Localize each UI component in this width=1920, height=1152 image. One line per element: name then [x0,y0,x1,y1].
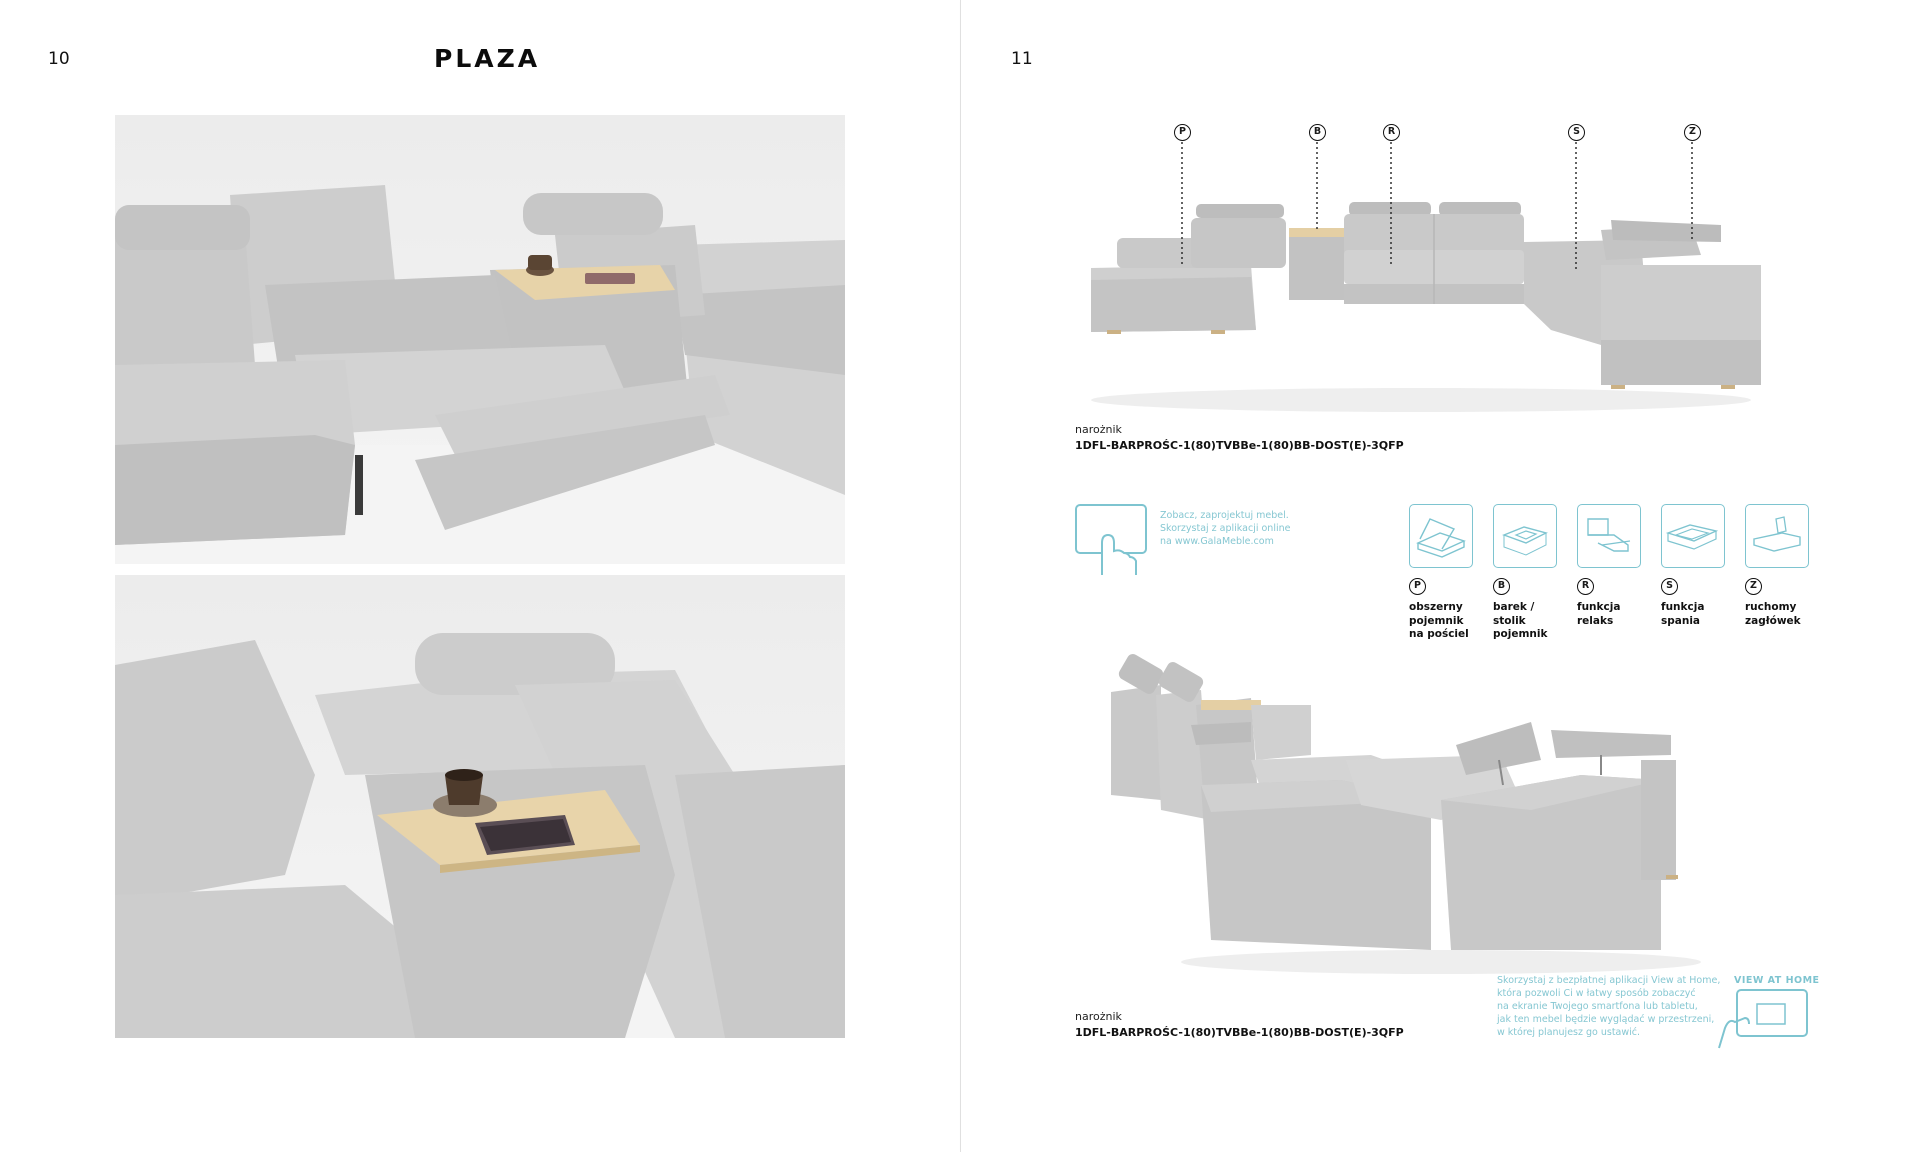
photo-sofa-relax-function [115,115,845,564]
view-at-home-line: jak ten mebel będzie wyglądać w przestrzeni, [1497,1014,1715,1025]
feature-label [1577,601,1643,628]
relax-function-icon [1577,504,1641,568]
feature-letter: P [1409,578,1426,595]
feature-storage [1409,504,1475,642]
feature-label-line: barek / [1493,601,1535,613]
feature-letter: R [1577,578,1594,595]
marker-r: R [1383,124,1400,141]
online-promo-line: Skorzystaj z aplikacji online [1160,523,1291,534]
online-promo-line: Zobacz, zaprojektuj mebel. [1160,510,1289,521]
feature-label-line: funkcja [1661,601,1705,613]
feature-label-line: obszerny [1409,601,1463,613]
feature-bar-table [1493,504,1559,642]
caption-bottom-code: 1DFL-BARPROŚC-1(80)TVBBe-1(80)BB-DOST(E)-3QFP [1075,1026,1404,1039]
tablet-touch-icon [1074,503,1150,584]
storage-container-icon [1409,504,1473,568]
photo-sofa-bar-table [115,575,845,1038]
caption-bottom-type: narożnik [1075,1010,1122,1023]
feature-label-line: stolik [1493,614,1526,627]
feature-label [1745,601,1811,628]
view-at-home-title: VIEW AT HOME [1734,975,1820,986]
online-promo-text [1160,509,1290,548]
caption-top-code: 1DFL-BARPROŚC-1(80)TVBBe-1(80)BB-DOST(E)-3QFP [1075,439,1404,452]
movable-headrest-icon [1745,504,1809,568]
feature-label-line: na pościel [1409,628,1469,640]
page-title: PLAZA [434,44,541,73]
view-at-home-line: która pozwoli Ci w łatwy sposób zobaczyć [1497,988,1696,999]
sofa-bottom-product-image [1101,650,1751,980]
view-at-home-line: w której planujesz go ustawić. [1497,1027,1641,1038]
feature-label [1661,601,1727,628]
caption-top [1075,422,1404,454]
feature-relax [1577,504,1643,628]
page-number-right: 11 [1011,49,1033,69]
feature-letter: S [1661,578,1678,595]
feature-label-line: zagłówek [1745,614,1801,627]
view-at-home-icon [1717,988,1809,1055]
feature-label-line: ruchomy [1745,601,1797,613]
page-number-left: 10 [48,49,70,69]
feature-label-line: relaks [1577,614,1614,627]
marker-leader-lines [961,0,1920,300]
marker-z: Z [1684,124,1701,141]
feature-letter: B [1493,578,1510,595]
feature-label-line: pojemnik [1409,614,1464,627]
marker-b: B [1309,124,1326,141]
feature-label-line: funkcja [1577,601,1621,613]
feature-label-line: spania [1661,614,1701,627]
right-page [961,0,1920,1152]
marker-p: P [1174,124,1191,141]
caption-top-type: narożnik [1075,423,1122,436]
caption-bottom [1075,1009,1404,1041]
view-at-home-line: Skorzystaj z bezpłatnej aplikacji View at Home, [1497,975,1721,986]
online-promo-line: na www.GalaMeble.com [1160,536,1274,547]
view-at-home-text [1497,974,1720,1039]
marker-s: S [1568,124,1585,141]
sleep-function-icon [1661,504,1725,568]
view-at-home-line: na ekranie Twojego smartfona lub tabletu, [1497,1001,1698,1012]
feature-label [1409,601,1475,642]
feature-label [1493,601,1559,642]
feature-headrest [1745,504,1811,628]
feature-letter: Z [1745,578,1762,595]
feature-label-line: pojemnik [1493,628,1548,640]
feature-sleep [1661,504,1727,628]
bar-table-icon [1493,504,1557,568]
